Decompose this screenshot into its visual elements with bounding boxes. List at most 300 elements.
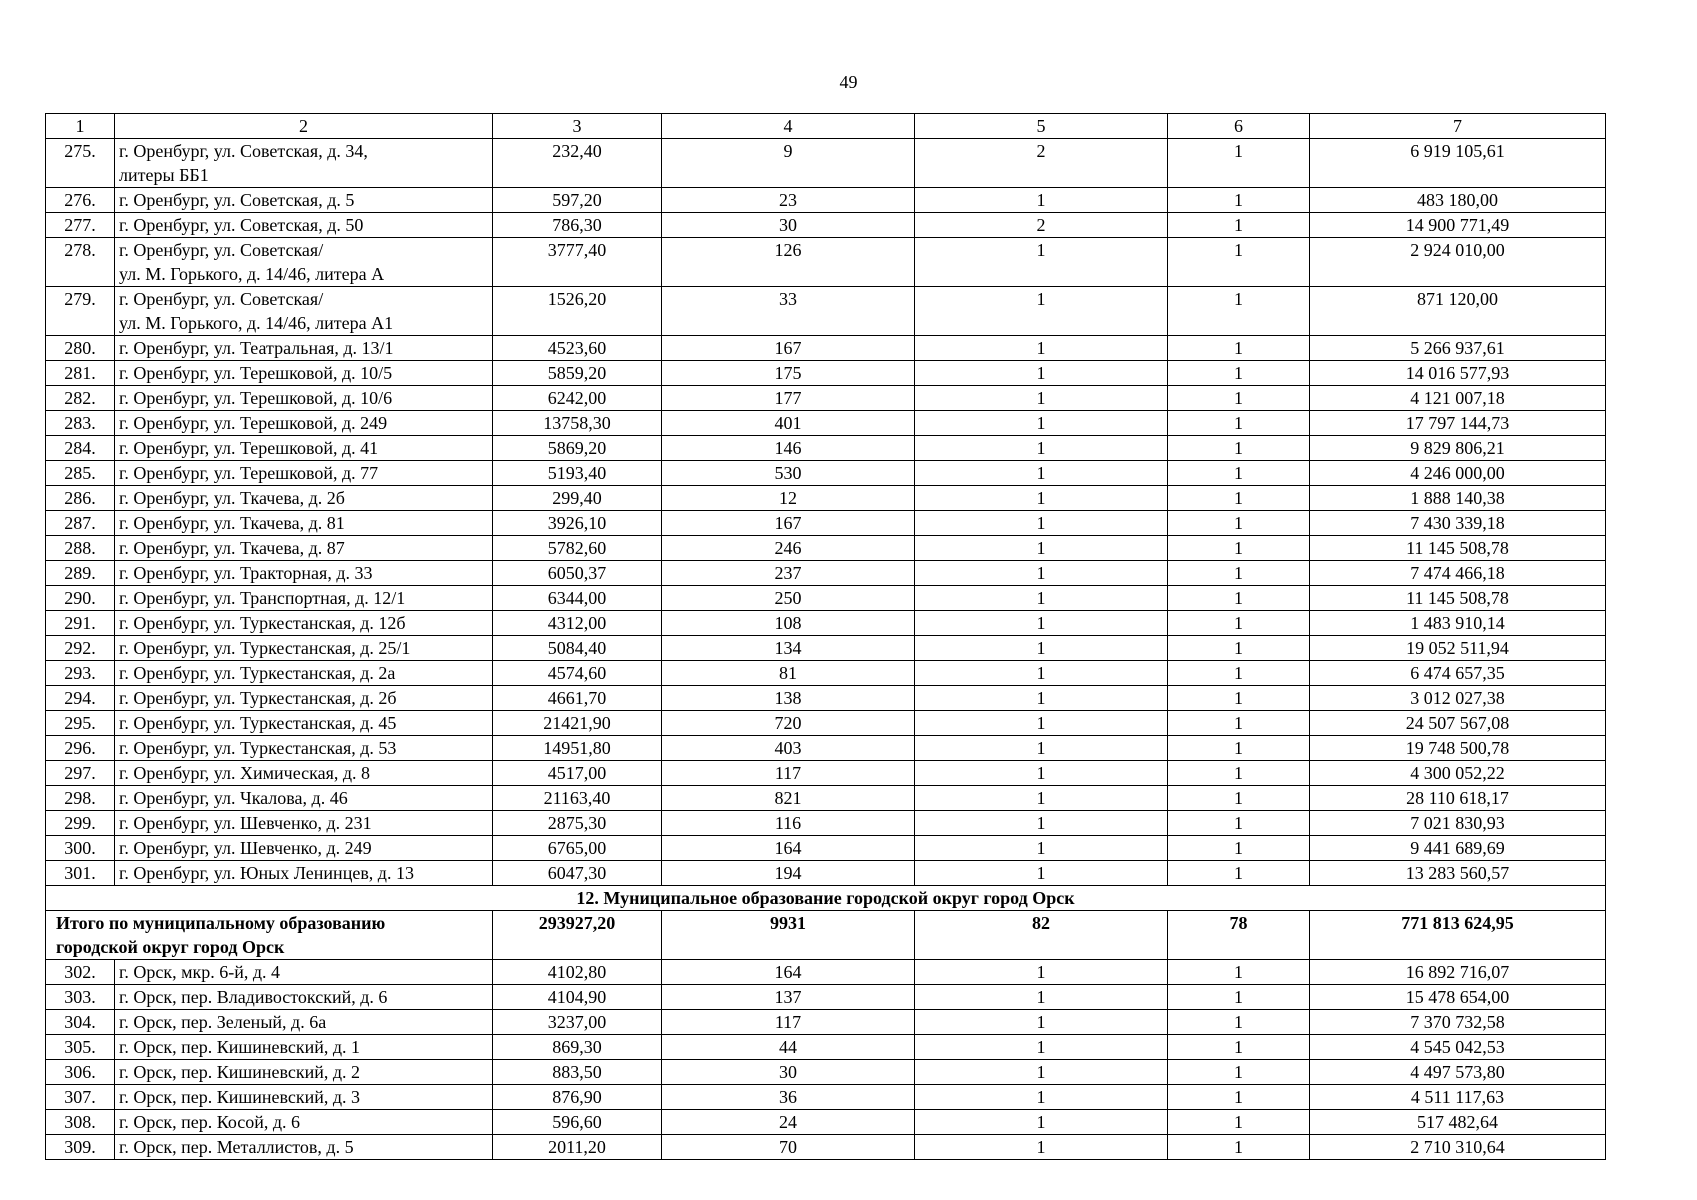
row-col6: 1 xyxy=(1168,586,1310,611)
row-col6: 1 xyxy=(1168,761,1310,786)
row-number: 288. xyxy=(46,536,115,561)
row-address xyxy=(115,411,493,436)
address-line: г. Оренбург, ул. Транспортная, д. 12/1 xyxy=(119,588,406,608)
address-line: г. Оренбург, ул. Терешковой, д. 10/6 xyxy=(119,388,393,408)
row-count: 246 xyxy=(662,536,915,561)
row-col5: 1 xyxy=(915,188,1168,213)
row-cost: 517 482,64 xyxy=(1310,1110,1606,1135)
address-line: г. Орск, пер. Кишиневский, д. 1 xyxy=(119,1037,361,1057)
row-address xyxy=(115,661,493,686)
row-area: 6047,30 xyxy=(493,861,662,886)
row-cost: 6 919 105,61 xyxy=(1310,139,1606,188)
row-count: 108 xyxy=(662,611,915,636)
row-cost: 16 892 716,07 xyxy=(1310,960,1606,985)
row-col6: 1 xyxy=(1168,386,1310,411)
row-number: 281. xyxy=(46,361,115,386)
row-address xyxy=(115,461,493,486)
row-area: 232,40 xyxy=(493,139,662,188)
row-number: 297. xyxy=(46,761,115,786)
row-count: 138 xyxy=(662,686,915,711)
row-cost: 2 924 010,00 xyxy=(1310,238,1606,287)
row-cost: 483 180,00 xyxy=(1310,188,1606,213)
row-cost: 4 246 000,00 xyxy=(1310,461,1606,486)
section-heading: 12. Муниципальное образование городской округ город Орск xyxy=(46,886,1606,911)
row-col6: 1 xyxy=(1168,336,1310,361)
row-cost: 6 474 657,35 xyxy=(1310,661,1606,686)
row-col6: 1 xyxy=(1168,1110,1310,1135)
address-line: литеры ББ1 xyxy=(119,165,209,185)
row-cost: 4 511 117,63 xyxy=(1310,1085,1606,1110)
table-row xyxy=(46,436,1606,461)
row-count: 30 xyxy=(662,1060,915,1085)
row-area: 3777,40 xyxy=(493,238,662,287)
row-count: 117 xyxy=(662,1010,915,1035)
row-cost: 7 370 732,58 xyxy=(1310,1010,1606,1035)
row-cost: 1 888 140,38 xyxy=(1310,486,1606,511)
table-row xyxy=(46,561,1606,586)
table-row xyxy=(46,611,1606,636)
row-col6: 1 xyxy=(1168,1035,1310,1060)
row-area: 4523,60 xyxy=(493,336,662,361)
row-address xyxy=(115,361,493,386)
address-line: г. Оренбург, ул. Шевченко, д. 249 xyxy=(119,838,372,858)
address-line: г. Оренбург, ул. Терешковой, д. 10/5 xyxy=(119,363,393,383)
row-col5: 1 xyxy=(915,1010,1168,1035)
row-count: 30 xyxy=(662,213,915,238)
address-line: г. Оренбург, ул. Терешковой, д. 249 xyxy=(119,413,388,433)
row-cost: 9 829 806,21 xyxy=(1310,436,1606,461)
row-col6: 1 xyxy=(1168,611,1310,636)
row-count: 164 xyxy=(662,960,915,985)
address-line: г. Оренбург, ул. Туркестанская, д. 45 xyxy=(119,713,397,733)
row-col5: 1 xyxy=(915,536,1168,561)
row-col6: 1 xyxy=(1168,711,1310,736)
row-cost: 24 507 567,08 xyxy=(1310,711,1606,736)
table-row xyxy=(46,1060,1606,1085)
page-number: 49 xyxy=(839,72,858,92)
row-cost: 1 483 910,14 xyxy=(1310,611,1606,636)
row-col6: 1 xyxy=(1168,686,1310,711)
row-number: 278. xyxy=(46,238,115,287)
section-heading-row xyxy=(46,886,1606,911)
housing-register-table xyxy=(45,113,1606,1160)
row-cost: 11 145 508,78 xyxy=(1310,536,1606,561)
row-col6: 1 xyxy=(1168,188,1310,213)
row-address xyxy=(115,836,493,861)
row-address xyxy=(115,213,493,238)
row-number: 282. xyxy=(46,386,115,411)
row-number: 302. xyxy=(46,960,115,985)
row-col5: 1 xyxy=(915,238,1168,287)
total-cost: 771 813 624,95 xyxy=(1310,911,1606,960)
table-row xyxy=(46,486,1606,511)
address-line: г. Оренбург, ул. Туркестанская, д. 2а xyxy=(119,663,396,683)
row-address xyxy=(115,436,493,461)
address-line: ул. М. Горького, д. 14/46, литера А xyxy=(119,264,385,284)
table-row xyxy=(46,861,1606,886)
row-cost: 7 021 830,93 xyxy=(1310,811,1606,836)
row-address xyxy=(115,736,493,761)
address-line: г. Оренбург, ул. Шевченко, д. 231 xyxy=(119,813,372,833)
row-number: 305. xyxy=(46,1035,115,1060)
row-area: 3926,10 xyxy=(493,511,662,536)
address-line: г. Оренбург, ул. Туркестанская, д. 53 xyxy=(119,738,397,758)
row-address xyxy=(115,1010,493,1035)
row-col5: 1 xyxy=(915,486,1168,511)
row-cost: 28 110 618,17 xyxy=(1310,786,1606,811)
row-col5: 1 xyxy=(915,461,1168,486)
address-line: г. Орск, пер. Металлистов, д. 5 xyxy=(119,1137,354,1157)
row-cost: 3 012 027,38 xyxy=(1310,686,1606,711)
row-area: 5859,20 xyxy=(493,361,662,386)
row-cost: 13 283 560,57 xyxy=(1310,861,1606,886)
row-col6: 1 xyxy=(1168,661,1310,686)
row-col5: 1 xyxy=(915,661,1168,686)
row-address xyxy=(115,536,493,561)
row-number: 293. xyxy=(46,661,115,686)
row-number: 296. xyxy=(46,736,115,761)
table-row xyxy=(46,836,1606,861)
row-col5: 1 xyxy=(915,436,1168,461)
row-area: 2011,20 xyxy=(493,1135,662,1160)
row-cost: 5 266 937,61 xyxy=(1310,336,1606,361)
total-count: 9931 xyxy=(662,911,915,960)
row-col5: 1 xyxy=(915,336,1168,361)
row-area: 6765,00 xyxy=(493,836,662,861)
row-count: 177 xyxy=(662,386,915,411)
address-line: г. Оренбург, ул. Ткачева, д. 2б xyxy=(119,488,345,508)
row-count: 821 xyxy=(662,786,915,811)
row-area: 4312,00 xyxy=(493,611,662,636)
row-cost: 14 900 771,49 xyxy=(1310,213,1606,238)
row-area: 4517,00 xyxy=(493,761,662,786)
table-row xyxy=(46,1035,1606,1060)
row-col5: 1 xyxy=(915,736,1168,761)
row-col6: 1 xyxy=(1168,486,1310,511)
row-col5: 1 xyxy=(915,960,1168,985)
table-row xyxy=(46,287,1606,336)
row-count: 194 xyxy=(662,861,915,886)
row-address xyxy=(115,1135,493,1160)
row-count: 137 xyxy=(662,985,915,1010)
address-line: г. Оренбург, ул. Театральная, д. 13/1 xyxy=(119,338,394,358)
row-area: 299,40 xyxy=(493,486,662,511)
address-line: г. Оренбург, ул. Юных Ленинцев, д. 13 xyxy=(119,863,414,883)
row-cost: 871 120,00 xyxy=(1310,287,1606,336)
address-line: г. Оренбург, ул. Советская, д. 5 xyxy=(119,190,355,210)
row-area: 596,60 xyxy=(493,1110,662,1135)
table-row xyxy=(46,686,1606,711)
table-row xyxy=(46,188,1606,213)
table-row xyxy=(46,711,1606,736)
row-area: 4574,60 xyxy=(493,661,662,686)
table-row xyxy=(46,386,1606,411)
row-cost: 4 497 573,80 xyxy=(1310,1060,1606,1085)
row-col6: 1 xyxy=(1168,636,1310,661)
address-line: г. Орск, пер. Владивостокский, д. 6 xyxy=(119,987,388,1007)
row-address xyxy=(115,811,493,836)
total-label-line: Итого по муниципальному образованию xyxy=(56,913,386,933)
row-count: 24 xyxy=(662,1110,915,1135)
row-count: 81 xyxy=(662,661,915,686)
row-address xyxy=(115,1085,493,1110)
row-col6: 1 xyxy=(1168,1135,1310,1160)
address-line: г. Орск, пер. Кишиневский, д. 3 xyxy=(119,1087,361,1107)
row-col5: 1 xyxy=(915,985,1168,1010)
row-number: 287. xyxy=(46,511,115,536)
row-area: 6242,00 xyxy=(493,386,662,411)
row-area: 5782,60 xyxy=(493,536,662,561)
row-col6: 1 xyxy=(1168,960,1310,985)
address-line: г. Оренбург, ул. Тракторная, д. 33 xyxy=(119,563,373,583)
row-area: 14951,80 xyxy=(493,736,662,761)
row-col6: 1 xyxy=(1168,536,1310,561)
row-number: 290. xyxy=(46,586,115,611)
row-cost: 17 797 144,73 xyxy=(1310,411,1606,436)
row-address xyxy=(115,960,493,985)
address-line: г. Оренбург, ул. Советская, д. 50 xyxy=(119,215,364,235)
row-address xyxy=(115,287,493,336)
row-number: 301. xyxy=(46,861,115,886)
row-cost: 15 478 654,00 xyxy=(1310,985,1606,1010)
table-row xyxy=(46,336,1606,361)
row-number: 299. xyxy=(46,811,115,836)
row-count: 12 xyxy=(662,486,915,511)
address-line: г. Оренбург, ул. Ткачева, д. 81 xyxy=(119,513,345,533)
table-row xyxy=(46,511,1606,536)
address-line: г. Орск, пер. Кишиневский, д. 2 xyxy=(119,1062,361,1082)
row-area: 3237,00 xyxy=(493,1010,662,1035)
row-col5: 1 xyxy=(915,1060,1168,1085)
column-header: 5 xyxy=(915,114,1168,139)
row-col6: 1 xyxy=(1168,1010,1310,1035)
row-col6: 1 xyxy=(1168,139,1310,188)
table-row xyxy=(46,636,1606,661)
row-number: 279. xyxy=(46,287,115,336)
row-col6: 1 xyxy=(1168,861,1310,886)
row-count: 175 xyxy=(662,361,915,386)
row-address xyxy=(115,786,493,811)
row-col5: 1 xyxy=(915,611,1168,636)
row-area: 5193,40 xyxy=(493,461,662,486)
table-row xyxy=(46,1010,1606,1035)
row-count: 720 xyxy=(662,711,915,736)
row-col5: 1 xyxy=(915,836,1168,861)
table-body-section xyxy=(46,886,1606,960)
table-row xyxy=(46,139,1606,188)
total-area: 293927,20 xyxy=(493,911,662,960)
row-count: 44 xyxy=(662,1035,915,1060)
column-header: 3 xyxy=(493,114,662,139)
address-line: г. Оренбург, ул. Чкалова, д. 46 xyxy=(119,788,348,808)
row-col6: 1 xyxy=(1168,511,1310,536)
row-col6: 1 xyxy=(1168,461,1310,486)
row-col6: 1 xyxy=(1168,836,1310,861)
row-number: 306. xyxy=(46,1060,115,1085)
row-address xyxy=(115,336,493,361)
table-row xyxy=(46,811,1606,836)
row-address xyxy=(115,139,493,188)
row-count: 167 xyxy=(662,511,915,536)
address-line: г. Оренбург, ул. Ткачева, д. 87 xyxy=(119,538,345,558)
row-address xyxy=(115,1035,493,1060)
row-area: 5084,40 xyxy=(493,636,662,661)
row-address xyxy=(115,985,493,1010)
row-number: 304. xyxy=(46,1010,115,1035)
total-row xyxy=(46,911,1606,960)
row-area: 786,30 xyxy=(493,213,662,238)
row-col6: 1 xyxy=(1168,1060,1310,1085)
address-line: г. Оренбург, ул. Советская/ xyxy=(119,240,324,260)
column-header: 4 xyxy=(662,114,915,139)
row-col5: 1 xyxy=(915,561,1168,586)
row-col6: 1 xyxy=(1168,561,1310,586)
address-line: г. Оренбург, ул. Туркестанская, д. 12б xyxy=(119,613,406,633)
row-number: 276. xyxy=(46,188,115,213)
row-col5: 1 xyxy=(915,586,1168,611)
table-body-orenburg xyxy=(46,139,1606,886)
total-col6: 78 xyxy=(1168,911,1310,960)
row-col6: 1 xyxy=(1168,213,1310,238)
table-row xyxy=(46,1110,1606,1135)
row-area: 4661,70 xyxy=(493,686,662,711)
table-row xyxy=(46,461,1606,486)
row-count: 403 xyxy=(662,736,915,761)
row-cost: 7 430 339,18 xyxy=(1310,511,1606,536)
row-number: 300. xyxy=(46,836,115,861)
table-body-orsk xyxy=(46,960,1606,1160)
row-col5: 1 xyxy=(915,1135,1168,1160)
row-number: 285. xyxy=(46,461,115,486)
row-cost: 2 710 310,64 xyxy=(1310,1135,1606,1160)
row-cost: 19 052 511,94 xyxy=(1310,636,1606,661)
row-cost: 14 016 577,93 xyxy=(1310,361,1606,386)
row-number: 283. xyxy=(46,411,115,436)
row-address xyxy=(115,586,493,611)
row-number: 280. xyxy=(46,336,115,361)
row-number: 292. xyxy=(46,636,115,661)
row-count: 116 xyxy=(662,811,915,836)
table-row xyxy=(46,661,1606,686)
row-col6: 1 xyxy=(1168,1085,1310,1110)
row-address xyxy=(115,511,493,536)
row-address xyxy=(115,561,493,586)
total-label-line: городской округ город Орск xyxy=(56,937,285,957)
row-col6: 1 xyxy=(1168,786,1310,811)
row-col5: 1 xyxy=(915,386,1168,411)
row-count: 237 xyxy=(662,561,915,586)
address-line: г. Оренбург, ул. Терешковой, д. 41 xyxy=(119,438,379,458)
row-col6: 1 xyxy=(1168,361,1310,386)
row-area: 4104,90 xyxy=(493,985,662,1010)
header-row xyxy=(46,114,1606,139)
row-area: 21163,40 xyxy=(493,786,662,811)
row-number: 284. xyxy=(46,436,115,461)
table-row xyxy=(46,411,1606,436)
address-line: г. Орск, пер. Косой, д. 6 xyxy=(119,1112,301,1132)
table-row xyxy=(46,736,1606,761)
row-address xyxy=(115,386,493,411)
row-count: 530 xyxy=(662,461,915,486)
row-col5: 2 xyxy=(915,139,1168,188)
row-count: 33 xyxy=(662,287,915,336)
row-col6: 1 xyxy=(1168,287,1310,336)
row-address xyxy=(115,711,493,736)
table-row xyxy=(46,586,1606,611)
row-address xyxy=(115,238,493,287)
row-area: 597,20 xyxy=(493,188,662,213)
row-address xyxy=(115,861,493,886)
column-header: 1 xyxy=(46,114,115,139)
table-row xyxy=(46,1085,1606,1110)
row-number: 303. xyxy=(46,985,115,1010)
row-col6: 1 xyxy=(1168,436,1310,461)
row-number: 294. xyxy=(46,686,115,711)
column-header: 2 xyxy=(115,114,493,139)
row-col5: 1 xyxy=(915,287,1168,336)
address-line: г. Орск, мкр. 6-й, д. 4 xyxy=(119,962,281,982)
address-line: г. Оренбург, ул. Советская, д. 34, xyxy=(119,141,368,161)
row-col5: 1 xyxy=(915,811,1168,836)
row-address xyxy=(115,761,493,786)
row-area: 6050,37 xyxy=(493,561,662,586)
row-count: 9 xyxy=(662,139,915,188)
address-line: г. Оренбург, ул. Терешковой, д. 77 xyxy=(119,463,379,483)
row-count: 134 xyxy=(662,636,915,661)
row-area: 13758,30 xyxy=(493,411,662,436)
row-count: 250 xyxy=(662,586,915,611)
row-number: 298. xyxy=(46,786,115,811)
row-count: 401 xyxy=(662,411,915,436)
row-count: 167 xyxy=(662,336,915,361)
row-area: 5869,20 xyxy=(493,436,662,461)
row-col5: 1 xyxy=(915,1085,1168,1110)
row-area: 869,30 xyxy=(493,1035,662,1060)
row-address xyxy=(115,636,493,661)
address-line: г. Оренбург, ул. Туркестанская, д. 2б xyxy=(119,688,397,708)
table-row xyxy=(46,213,1606,238)
row-cost: 11 145 508,78 xyxy=(1310,586,1606,611)
row-number: 291. xyxy=(46,611,115,636)
row-col5: 1 xyxy=(915,636,1168,661)
row-cost: 4 300 052,22 xyxy=(1310,761,1606,786)
row-area: 2875,30 xyxy=(493,811,662,836)
row-col5: 2 xyxy=(915,213,1168,238)
address-line: г. Оренбург, ул. Советская/ xyxy=(119,289,324,309)
row-col5: 1 xyxy=(915,861,1168,886)
row-count: 117 xyxy=(662,761,915,786)
column-header: 7 xyxy=(1310,114,1606,139)
row-number: 289. xyxy=(46,561,115,586)
address-line: г. Оренбург, ул. Туркестанская, д. 25/1 xyxy=(119,638,411,658)
row-number: 295. xyxy=(46,711,115,736)
row-col5: 1 xyxy=(915,761,1168,786)
row-address xyxy=(115,1110,493,1135)
row-area: 4102,80 xyxy=(493,960,662,985)
row-area: 1526,20 xyxy=(493,287,662,336)
row-number: 309. xyxy=(46,1135,115,1160)
table-row xyxy=(46,786,1606,811)
table-row xyxy=(46,361,1606,386)
row-col6: 1 xyxy=(1168,736,1310,761)
row-col6: 1 xyxy=(1168,811,1310,836)
row-count: 164 xyxy=(662,836,915,861)
table-row xyxy=(46,1135,1606,1160)
row-address xyxy=(115,686,493,711)
row-number: 307. xyxy=(46,1085,115,1110)
table-row xyxy=(46,985,1606,1010)
row-area: 21421,90 xyxy=(493,711,662,736)
